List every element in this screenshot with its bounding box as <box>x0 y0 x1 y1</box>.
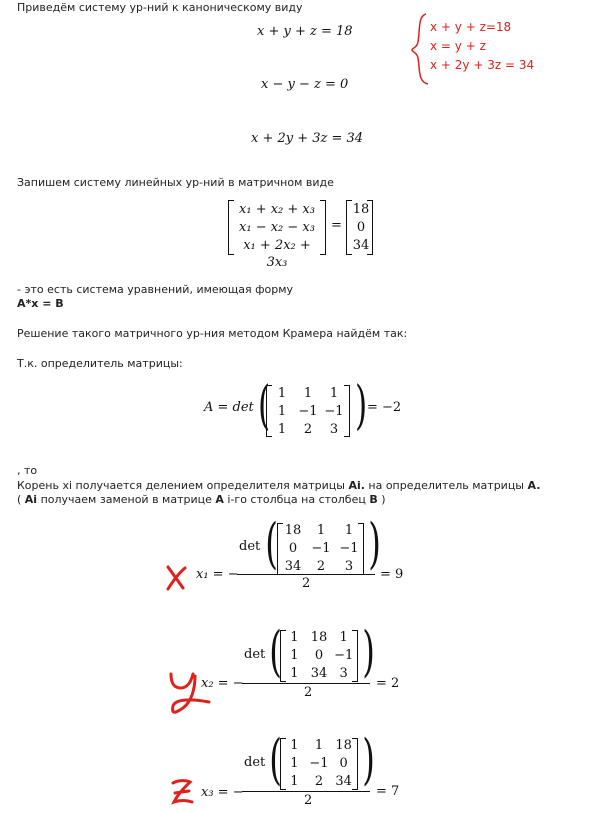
det-a-left-paren: ( <box>258 376 271 436</box>
solution-x2-cell: 18 <box>310 630 328 645</box>
solution-x1-cell: 3 <box>344 559 354 574</box>
matrix-lhs-row-2: x₁ − x₂ − x₃ <box>239 220 315 235</box>
det-a-right-paren: ) <box>355 376 368 436</box>
replace-text <box>17 493 386 507</box>
matrix-intro-text: Запишем систему линейных ур-ний в матричном виде <box>17 176 334 189</box>
solution-x3-cell: 18 <box>335 738 352 753</box>
solution-x3-cell: 1 <box>290 738 299 753</box>
matrix-lhs <box>233 201 321 271</box>
solution-x3-var: x₃ = − <box>201 785 244 800</box>
intro-text: Приведём систему ур-ний к каноническому виду <box>17 1 303 14</box>
form-equation: A*x = B <box>17 297 64 310</box>
root-text-bold: A. <box>527 479 541 492</box>
replace-text-bold: Ai <box>24 493 38 506</box>
root-text <box>17 479 540 493</box>
det-a-label: A = det <box>204 400 254 415</box>
det-a-prefix <box>204 400 254 415</box>
form-text: - это есть система уравнений, имеющая форму <box>17 283 294 296</box>
det-a-cell: 2 <box>303 422 313 437</box>
solution-x2-fraction-bar <box>242 683 370 684</box>
vector-rhs-row-2: 0 <box>356 220 366 235</box>
solution-x1-fraction-bar <box>237 574 375 575</box>
solution-x3-cell: 34 <box>335 774 352 789</box>
solution-x2-cell: 1 <box>290 666 299 681</box>
cramer-text: Решение такого матричного ур-ния методом Крамера найдём так: <box>17 327 408 340</box>
matrix-lhs-row-3: x₁ + 2x₂ + 3x₃ <box>243 238 311 270</box>
solution-x3-matrix <box>282 737 356 790</box>
det-a-cell: 1 <box>277 404 287 419</box>
solution-x1-var: x₁ = − <box>196 567 239 582</box>
solution-x2-cell: 1 <box>290 648 299 663</box>
det-a-cell: 1 <box>329 386 339 401</box>
solution-x1-cell: −1 <box>339 541 359 556</box>
det-a-cell: 1 <box>277 422 287 437</box>
matrix-equals: = <box>331 218 342 233</box>
equation-1: x + y + z = 18 <box>257 24 353 39</box>
equation-3: x + 2y + 3z = 34 <box>251 131 364 146</box>
solution-x2-cell: 1 <box>290 630 299 645</box>
solution-x3-cell: 0 <box>339 756 348 771</box>
replace-text-part: i-го столбца на столбец <box>223 493 370 506</box>
solution-x2-matrix <box>282 629 356 682</box>
solution-x2-cell: −1 <box>334 648 354 663</box>
solution-x1-cell: 18 <box>284 523 302 538</box>
replace-text-bold: A <box>215 493 224 506</box>
solution-x2-cell: 1 <box>339 630 348 645</box>
solution-x1-left-paren: ( <box>265 512 278 575</box>
solution-x2-result: = 2 <box>376 676 400 691</box>
handwritten-z-icon <box>170 778 196 808</box>
det-a-cell: 1 <box>303 386 313 401</box>
solution-x3-right-paren: ) <box>362 728 375 791</box>
solution-x1-right-paren: ) <box>368 512 381 575</box>
det-a-right-bracket <box>344 385 350 437</box>
solution-x1-denominator: 2 <box>302 576 311 591</box>
equation-2: x − y − z = 0 <box>261 77 349 92</box>
solution-x1-matrix <box>279 522 363 575</box>
solution-x1-cell: −1 <box>311 541 331 556</box>
solution-x3-det: det <box>244 755 266 770</box>
det-a-cell: 1 <box>277 386 287 401</box>
solution-x3-denominator: 2 <box>304 793 313 808</box>
solution-x2-right-bracket <box>352 630 358 682</box>
vector-rhs-row-3: 34 <box>352 238 370 253</box>
solution-x3-right-bracket <box>352 738 358 790</box>
det-a-result: = −2 <box>367 400 402 415</box>
det-intro-text: Т.к. определитель матрицы: <box>17 357 183 370</box>
root-text-bold: Ai. <box>348 479 365 492</box>
det-a-cell: −1 <box>324 404 344 419</box>
then-text: , то <box>17 464 38 477</box>
solution-x1-cell: 0 <box>288 541 298 556</box>
solution-x1-cell: 1 <box>316 523 326 538</box>
replace-text-part: ) <box>377 493 386 506</box>
matrix-lhs-row-1: x₁ + x₂ + x₃ <box>239 202 315 217</box>
solution-x3-result: = 7 <box>376 784 400 799</box>
solution-x1-det: det <box>239 539 261 554</box>
vector-rhs-row-1: 18 <box>352 202 370 217</box>
handwritten-eq-1: x + y + z=18 <box>430 20 512 34</box>
solution-x1-cell: 2 <box>316 559 326 574</box>
solution-x2-var: x₂ = − <box>201 676 244 691</box>
solution-x2-denominator: 2 <box>304 685 313 700</box>
solution-x2-cell: 0 <box>314 648 324 663</box>
solution-x2-cell: 3 <box>339 666 348 681</box>
solution-x3-cell: 1 <box>290 774 299 789</box>
solution-x1-cell: 34 <box>284 559 302 574</box>
det-a-cell: 3 <box>329 422 339 437</box>
handwritten-eq-3: x + 2y + 3z = 34 <box>430 58 535 72</box>
handwritten-x-icon <box>165 565 189 591</box>
solution-x1-result: = 9 <box>380 567 404 582</box>
handwritten-eq-2: x = y + z <box>430 39 486 53</box>
handwritten-y-icon <box>165 670 215 720</box>
solution-x1-right-bracket <box>358 523 364 575</box>
det-a-cell: −1 <box>298 404 318 419</box>
solution-x2-det: det <box>244 647 266 662</box>
solution-x3-cell: 1 <box>314 738 324 753</box>
vector-right-bracket <box>367 200 373 255</box>
replace-text-part: ( <box>17 493 25 506</box>
solution-x1-cell: 1 <box>344 523 354 538</box>
root-text-part: на определитель матрицы <box>364 479 528 492</box>
det-a-matrix <box>269 385 347 438</box>
solution-x2-cell: 34 <box>310 666 328 681</box>
solution-x3-left-paren: ( <box>269 728 282 791</box>
solution-x3-cell: −1 <box>309 756 329 771</box>
root-text-part: Корень xi получается делением определителя матрицы <box>17 479 349 492</box>
solution-x3-cell: 2 <box>314 774 324 789</box>
solution-x2-left-paren: ( <box>269 620 282 683</box>
solution-x2-right-paren: ) <box>362 620 375 683</box>
handwritten-brace <box>410 10 430 90</box>
replace-text-part: получаем заменой в матрице <box>37 493 216 506</box>
solution-x3-fraction-bar <box>242 791 370 792</box>
matrix-right-bracket <box>320 200 326 255</box>
replace-text-bold: B <box>369 493 378 506</box>
solution-x3-cell: 1 <box>290 756 299 771</box>
